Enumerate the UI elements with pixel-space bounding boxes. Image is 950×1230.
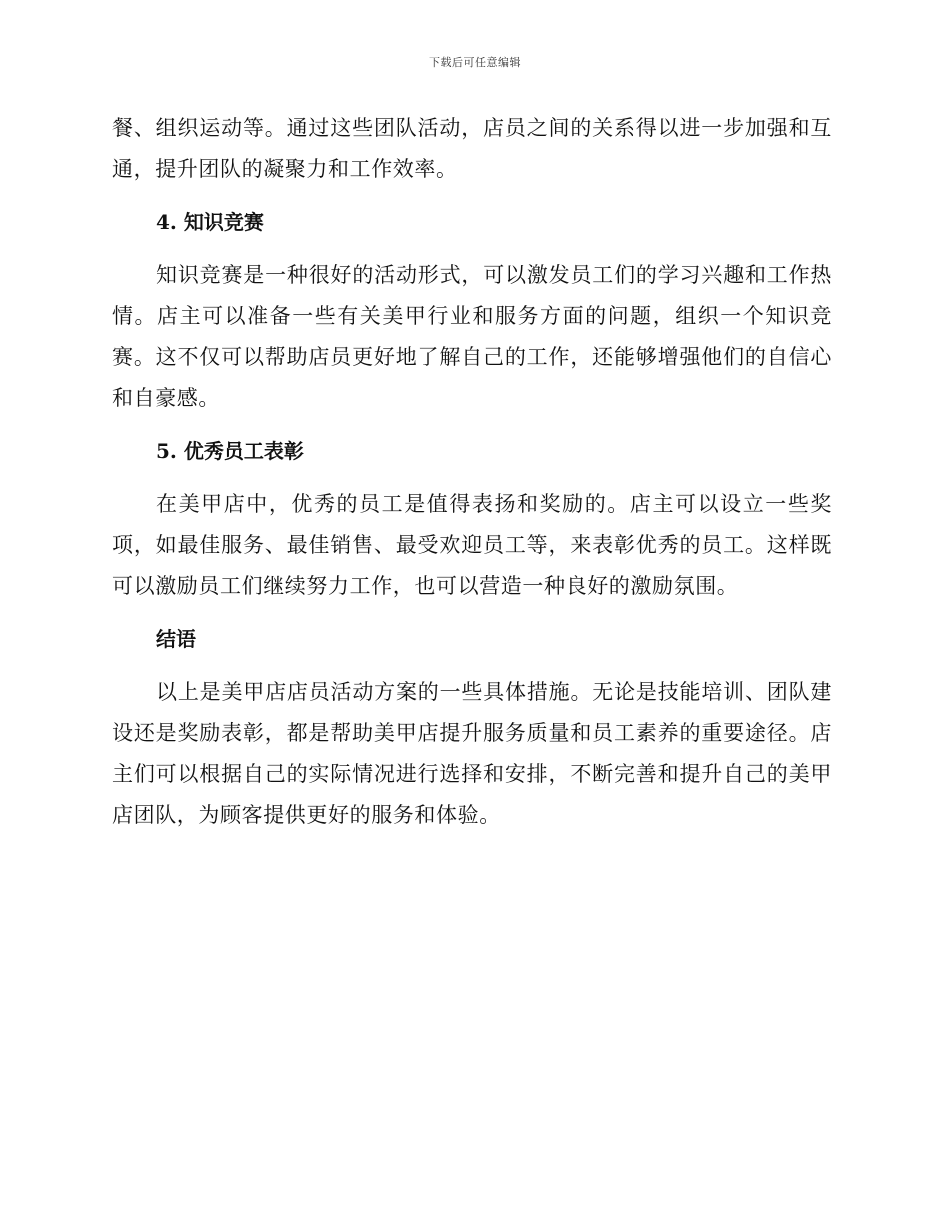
section-heading-knowledge-contest: 4. 知识竞赛 [156, 210, 264, 234]
section-paragraph-employee-recognition: 在美甲店中，优秀的员工是值得表扬和奖励的。店主可以设立一些奖项，如最佳服务、最佳销售、最受欢迎员工等，来表彰优秀的员工。这样既可以激励员工们继续努力工作，也可以营造一种良好的激励氛围。 [112, 492, 832, 598]
section-paragraph-conclusion: 以上是美甲店店员活动方案的一些具体措施。无论是技能培训、团队建设还是奖励表彰，都是帮助美甲店提升服务质量和员工素养的重要途径。店主们可以根据自己的实际情况进行选择和安排，不断完善和提升自己的美甲店团队，为顾客提供更好的服务和体验。 [112, 680, 832, 827]
document-body [112, 108, 832, 836]
header-note: 下载后可任意编辑 [429, 56, 521, 69]
continued-paragraph: 餐、组织运动等。通过这些团队活动，店员之间的关系得以进一步加强和互通，提升团队的凝聚力和工作效率。 [112, 116, 832, 181]
section-heading-conclusion: 结语 [156, 627, 196, 651]
section-heading-employee-recognition: 5. 优秀员工表彰 [156, 439, 304, 463]
section-paragraph-knowledge-contest: 知识竞赛是一种很好的活动形式，可以激发员工们的学习兴趣和工作热情。店主可以准备一些有关美甲行业和服务方面的问题，组织一个知识竞赛。这不仅可以帮助店员更好地了解自己的工作，还能够增强他们的自信心和自豪感。 [112, 263, 832, 410]
